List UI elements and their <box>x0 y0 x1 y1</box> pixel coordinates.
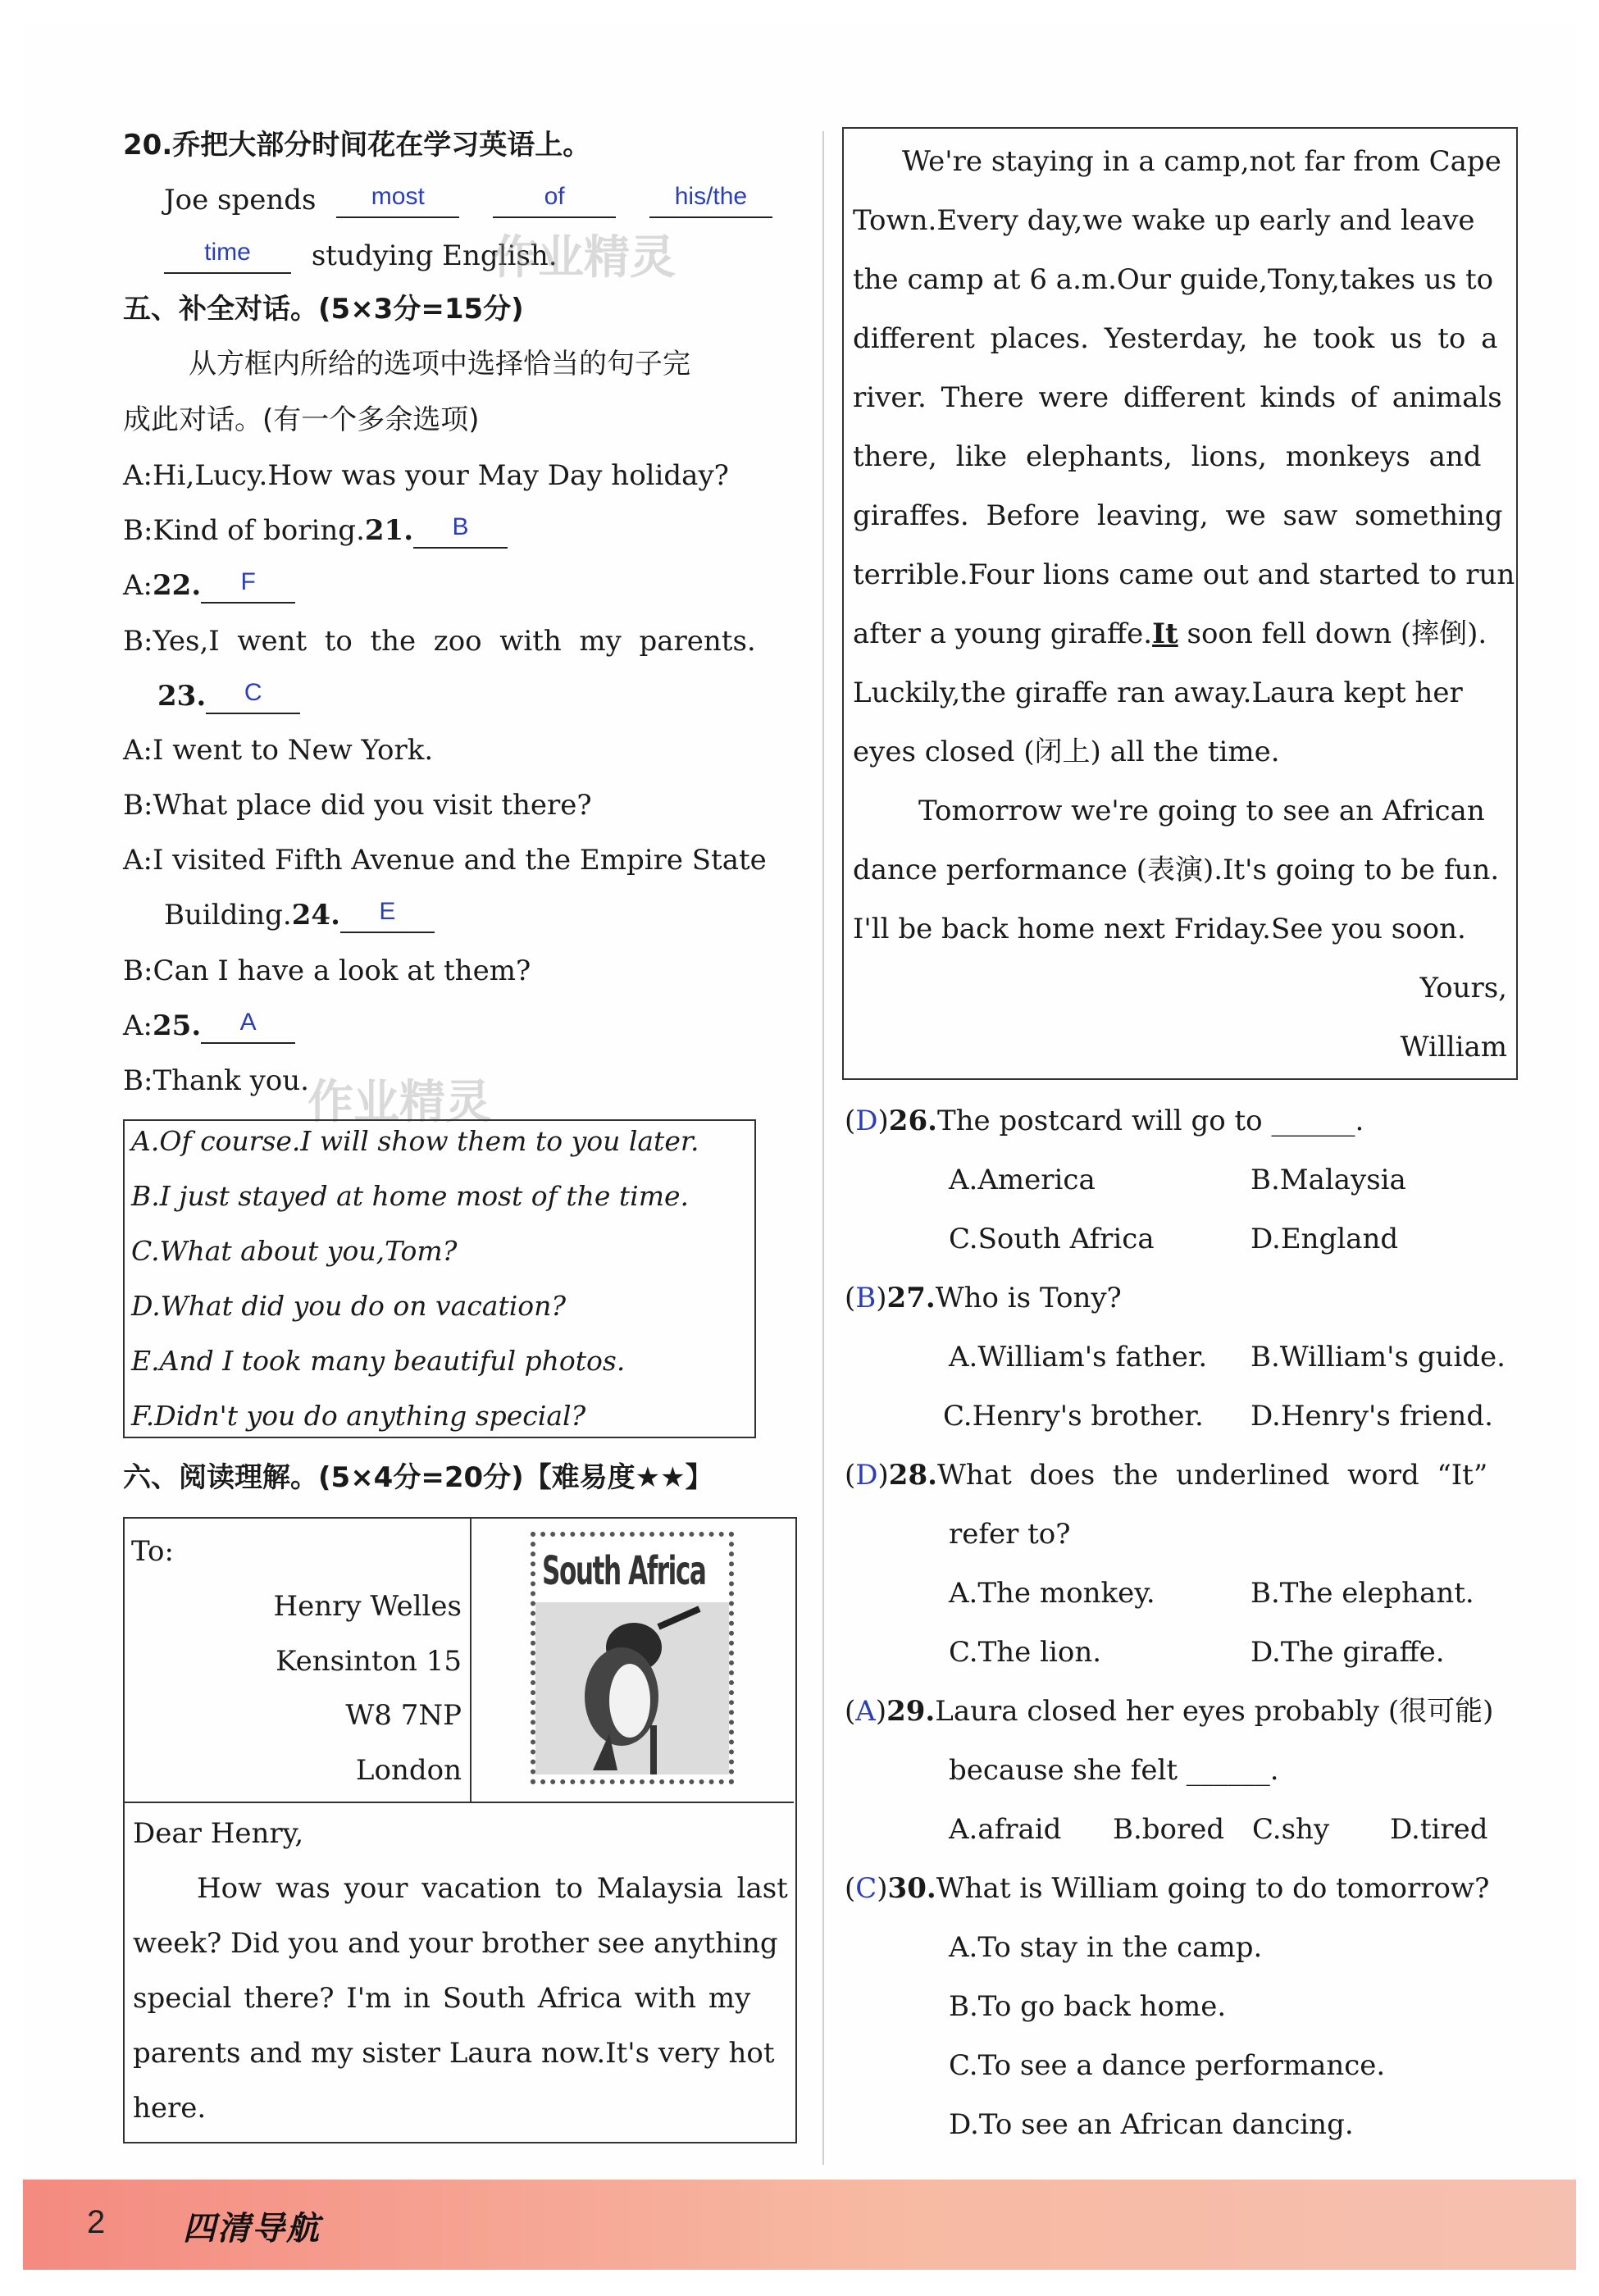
postcard-address-2: Kensinton 15 <box>276 1645 462 1678</box>
dialog-line-12: B:Thank you. <box>123 1064 309 1097</box>
q28-option-a[interactable]: A.The monkey. <box>949 1577 1155 1610</box>
option-c: C.What about you,Tom? <box>131 1235 458 1267</box>
q21-blank[interactable] <box>413 514 508 549</box>
q20-answer-1: most <box>371 183 425 210</box>
q25-answer: A <box>239 1009 257 1036</box>
q26-option-b[interactable]: B.Malaysia <box>1250 1164 1406 1196</box>
underlined-word-it: It <box>1152 617 1178 650</box>
stamp-title: South Africa <box>542 1548 706 1594</box>
letter-right-line-10: Luckily,the giraffe ran away.Laura kept her <box>853 676 1463 709</box>
q28-option-c[interactable]: C.The lion. <box>949 1636 1102 1669</box>
q27-option-a[interactable]: A.William's father. <box>949 1341 1208 1374</box>
q26-stem: The postcard will go to <box>936 1105 1263 1137</box>
q20-blank-2[interactable] <box>493 184 616 218</box>
dialog-line-5 <box>157 678 300 714</box>
letter-signature: William <box>1400 1031 1507 1064</box>
kingfisher-bird-icon <box>535 1602 729 1774</box>
dialog-line-2 <box>123 512 508 549</box>
letter-right-line-8: terrible.Four lions came out and started to run <box>853 558 1515 591</box>
letter-left-line-1: How was your vacation to Malaysia last <box>197 1872 788 1905</box>
dialog-line-3 <box>123 567 295 604</box>
q29-stem: Laura closed her eyes probably (很可能) <box>935 1695 1494 1728</box>
options-box <box>123 1119 756 1438</box>
q27-number: 27. <box>886 1282 936 1314</box>
dialog-line-9-text: Building. <box>164 899 292 932</box>
q30-stem: What is William going to do tomorrow? <box>936 1872 1490 1905</box>
q21-answer: B <box>452 513 469 540</box>
q30-option-a[interactable]: A.To stay in the camp. <box>949 1931 1263 1964</box>
letter-right-line-2: Town.Every day,we wake up early and leave <box>853 204 1475 237</box>
letter-right-line-13: dance performance (表演).It's going to be fun. <box>853 854 1500 886</box>
letter-right-line-1: We're staying in a camp,not far from Cape <box>902 145 1501 178</box>
q27-option-c[interactable]: C.Henry's brother. <box>943 1400 1204 1433</box>
section5-instructions-1: 从方框内所给的选项中选择恰当的句子完 <box>189 348 690 380</box>
option-d: D.What did you do on vacation? <box>131 1290 567 1322</box>
section6-title: 六、阅读理解。(5×4分=20分)【难易度★★】 <box>123 1461 713 1494</box>
dialog-line-2-text: B:Kind of boring. <box>123 514 365 547</box>
letter-right-line-9-tail: soon fell down (摔倒). <box>1187 617 1487 650</box>
q21-number: 21. <box>364 514 414 547</box>
q29-answer: A <box>855 1695 876 1728</box>
letter-right-line-11: eyes closed (闭上) all the time. <box>853 736 1280 768</box>
dialog-line-4: B:Yes,I went to the zoo with my parents. <box>123 625 756 658</box>
letter-left-line-4: parents and my sister Laura now.It's very hot <box>133 2037 775 2070</box>
dialog-line-1: A:Hi,Lucy.How was your May Day holiday? <box>123 459 729 492</box>
q30-answer: C <box>855 1872 877 1905</box>
letter-right-line-5: river. There were different kinds of animals <box>853 381 1502 414</box>
letter-left-line-3: special there? I'm in South Africa with my <box>133 1982 751 2015</box>
option-a: A.Of course.I will show them to you later. <box>131 1125 699 1157</box>
question-30: (C)30.What is William going to do tomorrow? <box>845 1872 1490 1905</box>
question-29: (A)29.Laura closed her eyes probably (很可能) <box>845 1695 1494 1728</box>
watermark-2: 作业精灵 <box>308 1076 491 1129</box>
postcard-address-3: W8 7NP <box>345 1699 462 1732</box>
q29-stem-continued: because she felt ______. <box>949 1754 1279 1787</box>
section5-instructions-2: 成此对话。(有一个多余选项) <box>123 403 480 436</box>
q26-option-d[interactable]: D.England <box>1250 1223 1399 1255</box>
dialog-line-9 <box>164 897 435 933</box>
q22-answer: F <box>240 568 256 595</box>
column-divider <box>822 131 824 2165</box>
dialog-line-8: A:I visited Fifth Avenue and the Empire State <box>123 844 767 877</box>
q30-option-c[interactable]: C.To see a dance performance. <box>949 2049 1386 2082</box>
q27-stem: Who is Tony? <box>935 1282 1122 1314</box>
q28-option-b[interactable]: B.The elephant. <box>1250 1577 1474 1610</box>
letter-right-line-4: different places. Yesterday, he took us to a <box>853 322 1498 355</box>
postcard-address-4: London <box>355 1754 462 1787</box>
q20-prompt: 20.乔把大部分时间花在学习英语上。 <box>123 129 591 162</box>
q28-number: 28. <box>888 1459 937 1492</box>
dialog-line-11 <box>123 1008 295 1044</box>
q20-blank-3[interactable] <box>649 184 772 218</box>
q24-number: 24. <box>291 899 340 932</box>
dialog-line-10: B:Can I have a look at them? <box>123 954 531 987</box>
q25-blank[interactable] <box>201 1009 295 1044</box>
page-number: 2 <box>87 2204 106 2240</box>
option-f: F.Didn't you do anything special? <box>131 1400 586 1432</box>
footer-bar <box>23 2180 1576 2270</box>
letter-right-line-9-text: after a young giraffe. <box>853 617 1153 650</box>
q23-blank[interactable] <box>206 680 300 714</box>
letter-right-line-7: giraffes. Before leaving, we saw something <box>853 499 1503 532</box>
q20-lead: Joe spends <box>164 184 317 216</box>
q23-number: 23. <box>157 680 207 713</box>
q26-option-c[interactable]: C.South Africa <box>949 1223 1155 1255</box>
q27-option-b[interactable]: B.William's guide. <box>1250 1341 1506 1374</box>
q20-answer-4: time <box>204 239 251 266</box>
q30-option-d[interactable]: D.To see an African dancing. <box>949 2108 1354 2141</box>
postage-stamp <box>531 1532 734 1784</box>
question-27: (B)27.Who is Tony? <box>845 1282 1122 1314</box>
q23-answer: C <box>244 679 262 706</box>
letter-right-line-9 <box>853 616 1487 652</box>
q20-blank-4[interactable] <box>164 239 291 274</box>
dialog-line-3-text: A: <box>123 569 153 602</box>
letter-right-line-12: Tomorrow we're going to see an African <box>918 795 1485 827</box>
watermark-1: 作业精灵 <box>492 231 676 285</box>
q20-answer-3: his/the <box>674 183 748 210</box>
letter-right-line-3: the camp at 6 a.m.Our guide,Tony,takes us to <box>853 263 1494 296</box>
q28-stem: What does the underlined word “It” <box>936 1459 1488 1492</box>
q22-blank[interactable] <box>201 569 295 604</box>
q30-option-b[interactable]: B.To go back home. <box>949 1990 1227 2023</box>
q26-blank[interactable]: ______. <box>1271 1105 1364 1137</box>
q28-answer: D <box>855 1459 878 1492</box>
q29-number: 29. <box>886 1695 936 1728</box>
dialog-line-7: B:What place did you visit there? <box>123 789 592 822</box>
letter-closing: Yours, <box>1419 972 1507 1004</box>
q22-number: 22. <box>153 569 202 602</box>
letter-right-line-6: there, like elephants, lions, monkeys and <box>853 440 1482 473</box>
postcard-to-label: To: <box>131 1535 174 1568</box>
q29-option-c[interactable]: C.shy <box>1252 1813 1330 1846</box>
letter-left-line-2: week? Did you and your brother see anything <box>133 1927 778 1960</box>
letter-left-line-5: here. <box>133 2092 207 2125</box>
q25-number: 25. <box>153 1009 202 1042</box>
q29-option-a[interactable]: A.afraid <box>949 1813 1062 1846</box>
question-28: (D)28.What does the underlined word “It” <box>845 1459 1488 1492</box>
section5-title: 五、补全对话。(5×3分=15分) <box>123 293 524 326</box>
option-e: E.And I took many beautiful photos. <box>131 1345 626 1377</box>
letter-greeting: Dear Henry, <box>133 1817 304 1850</box>
q28-option-d[interactable]: D.The giraffe. <box>1250 1636 1445 1669</box>
q29-option-d[interactable]: D.tired <box>1390 1813 1488 1846</box>
q26-answer: D <box>855 1105 878 1137</box>
letter-right-line-14: I'll be back home next Friday.See you soon. <box>853 913 1466 945</box>
q20-line1 <box>164 182 772 218</box>
q24-blank[interactable] <box>340 899 435 933</box>
q24-answer: E <box>379 898 396 925</box>
postcard-header-divider <box>123 1802 794 1803</box>
dialog-line-6: A:I went to New York. <box>123 734 434 767</box>
dialog-line-11-text: A: <box>123 1009 153 1042</box>
q30-number: 30. <box>887 1872 936 1905</box>
q20-blank-1[interactable] <box>336 184 459 218</box>
option-b: B.I just stayed at home most of the time. <box>131 1180 690 1212</box>
postcard-address-divider <box>470 1517 472 1802</box>
question-26: (D)26.The postcard will go to ______. <box>845 1105 1364 1137</box>
q26-number: 26. <box>888 1105 937 1137</box>
brand-logo: 四清导航 <box>183 2210 321 2248</box>
q28-stem-continued: refer to? <box>949 1518 1071 1551</box>
postcard-address-1: Henry Welles <box>273 1590 462 1623</box>
q29-option-b[interactable]: B.bored <box>1113 1813 1225 1846</box>
q27-option-d[interactable]: D.Henry's friend. <box>1250 1400 1493 1433</box>
q20-tail: studying English. <box>311 239 558 272</box>
q27-answer: B <box>855 1282 877 1314</box>
q26-option-a[interactable]: A.America <box>949 1164 1096 1196</box>
q20-answer-2: of <box>544 183 565 210</box>
